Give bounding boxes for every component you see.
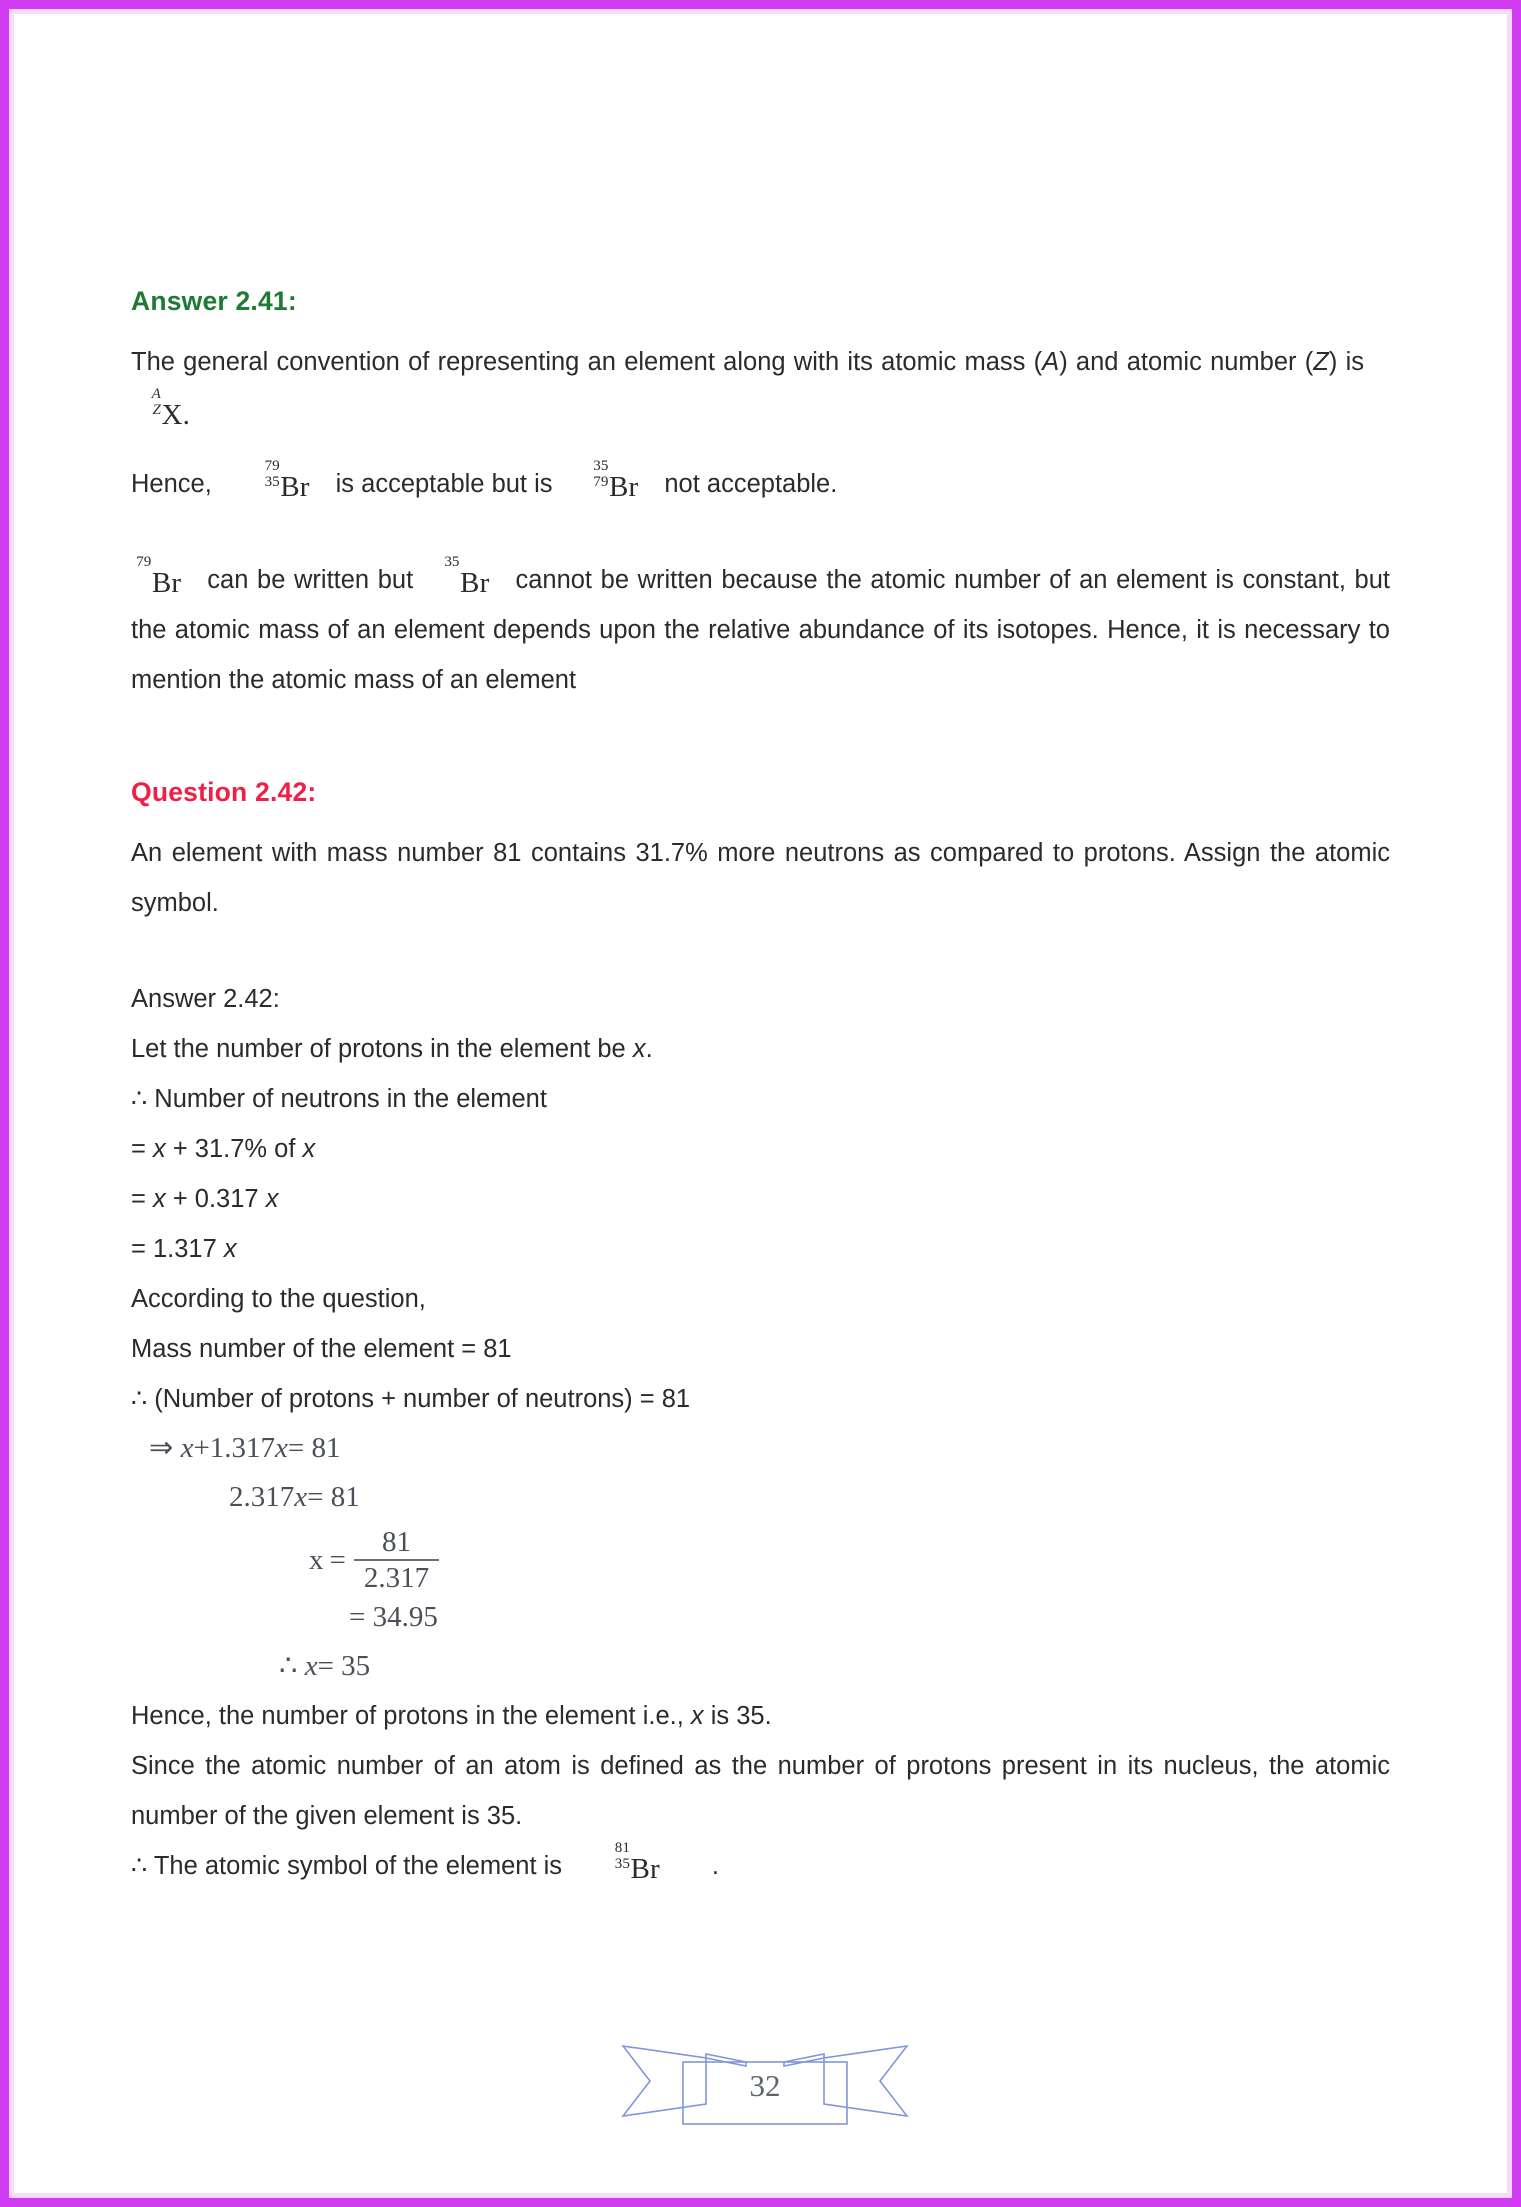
question-242-heading: Question 2.42:: [131, 777, 317, 807]
answer-242-since-paragraph: Since the atomic number of an atom is defined as the number of protons present in its nucleus, the atomic number of the given element is 35.: [131, 1752, 1390, 1830]
br81-mass: 81: [614, 1840, 630, 1857]
math-arrow: ⇒: [149, 1432, 174, 1464]
fraction-denominator: 2.317: [363, 1562, 430, 1594]
answer-242-mass-number-line: Mass number of the element = 81: [131, 1335, 512, 1363]
page-number-ribbon: [620, 2032, 910, 2132]
page-number: 32: [749, 2068, 781, 2103]
math-row2-eq: = 81: [307, 1481, 360, 1513]
answer-241-p1-text-c: ) is: [1328, 348, 1364, 376]
math-therefore: ∴: [279, 1650, 298, 1682]
br-wrong-symbol: Br: [608, 471, 639, 503]
answer-241-paragraph-1: [131, 337, 1390, 437]
hence242-var-x: x: [690, 1702, 704, 1730]
br-correct-atomic: 35: [264, 473, 280, 490]
answer-241-p1-var-A: A: [1042, 348, 1060, 376]
br79-symbol: Br: [151, 567, 182, 599]
let-text-a: Let the number of protons in the element be: [131, 1035, 633, 1063]
br-correct-symbol: Br: [280, 471, 310, 503]
br-wrong-mass: 35: [593, 458, 609, 475]
answer-241-hence-line: [131, 459, 1390, 509]
hence-middle-text: is acceptable but is: [335, 470, 553, 498]
br-wrong-atomic: 79: [593, 473, 609, 490]
eq3-text-a: = 1.317: [131, 1235, 224, 1263]
frac-equals: =: [329, 1544, 346, 1576]
eq1-text-a: =: [131, 1135, 153, 1163]
answer-241-p1-text-a: The general convention of representing an element along with its atomic mass (: [131, 348, 1043, 376]
math-row5-x: x: [304, 1650, 318, 1682]
answer-242-let-line: [131, 1024, 1390, 1074]
bromine-79-notation: [131, 554, 182, 599]
math-row2-x: x: [294, 1481, 308, 1513]
hence242-text-b: is 35.: [703, 1702, 772, 1730]
math-row1-x1: x: [180, 1432, 194, 1464]
let-text-b: .: [645, 1035, 653, 1063]
math-row-4: = 34.95: [349, 1601, 438, 1633]
math-row1-eq: = 81: [287, 1432, 341, 1464]
answer-242-eq-3: [131, 1224, 1390, 1274]
br79-mass: 79: [136, 554, 152, 571]
fraction: [354, 1528, 439, 1593]
generic-element-symbol: X: [161, 399, 183, 431]
answer-241-p2-text-b: cannot be written because the atomic number of an element is constant, but the atomic mass of an element depends upon the relative abundance of its isotopes. Hence, it is necessary to mention the atomic mass of an element: [131, 566, 1390, 694]
hence242-text-a: Hence, the number of protons in the element i.e.,: [131, 1702, 691, 1730]
answer-241-heading: Answer 2.41:: [131, 286, 297, 316]
math-row1-x2: x: [275, 1432, 288, 1464]
generic-element-notation: [131, 386, 190, 431]
eq1-var-x1: x: [152, 1135, 166, 1163]
math-row-1: [131, 1424, 1390, 1473]
bromine-35-notation: [439, 554, 490, 599]
eq2-text-b: + 0.317: [165, 1185, 266, 1213]
page-content: [131, 286, 1390, 1891]
answer-242-sum-line: ∴ (Number of protons + number of neutrons) = 81: [131, 1385, 691, 1413]
eq2-var-x2: x: [265, 1185, 279, 1213]
answer-242-symbol-line: [131, 1841, 1390, 1891]
eq2-var-x1: x: [152, 1185, 166, 1213]
br-correct-mass: 79: [264, 458, 280, 475]
question-242-text: An element with mass number 81 contains 31.7% more neutrons as compared to protons. Assign the atomic symbol.: [131, 839, 1390, 917]
generic-symbol-period: .: [182, 399, 190, 431]
eq1-var-x2: x: [302, 1135, 316, 1163]
br35-mass: 35: [444, 554, 460, 571]
generic-atomic-number: Z: [152, 401, 161, 418]
math-row1-plus: +1.317: [193, 1432, 276, 1464]
generic-mass-number: A: [151, 386, 161, 403]
hence-end-text: not acceptable.: [664, 470, 838, 498]
answer-242-eq-2: [131, 1174, 1390, 1224]
answer-241-paragraph-2: [131, 555, 1390, 705]
bromine-35-79-notation: [579, 458, 639, 503]
answer-242-neutrons-line: ∴ Number of neutrons in the element: [131, 1085, 547, 1113]
answer-241-p1-text-b: ) and atomic number (: [1059, 348, 1314, 376]
symbol-line-text-a: ∴ The atomic symbol of the element is: [131, 1852, 563, 1880]
math-row5-eq: = 35: [317, 1650, 371, 1682]
answer-242-heading: Answer 2.42:: [131, 985, 280, 1013]
math-derivation-block: [131, 1424, 1390, 1691]
math-row2-coef: 2.317: [229, 1481, 295, 1513]
symbol-line-period: .: [711, 1852, 719, 1880]
let-var-x: x: [632, 1035, 646, 1063]
eq1-text-b: + 31.7% of: [165, 1135, 303, 1163]
math-fraction-row: [131, 1528, 1390, 1593]
answer-242-eq-1: [131, 1124, 1390, 1174]
bromine-81-35-notation: [600, 1840, 660, 1885]
bromine-79-35-notation: [250, 458, 310, 503]
eq3-var-x1: x: [223, 1235, 237, 1263]
br81-symbol: Br: [630, 1853, 660, 1885]
answer-241-p2-text-a: can be written but: [207, 566, 414, 594]
math-row-2: [131, 1473, 1390, 1522]
br35-symbol: Br: [460, 567, 490, 599]
math-row-5: [131, 1642, 1390, 1691]
frac-lhs-x: x: [309, 1544, 324, 1576]
eq2-text-a: =: [131, 1185, 153, 1213]
answer-241-p1-var-Z: Z: [1313, 348, 1329, 376]
hence-label: Hence,: [131, 470, 212, 498]
br81-atomic: 35: [614, 1855, 630, 1872]
answer-242-according-line: According to the question,: [131, 1285, 426, 1313]
answer-242-hence-line: [131, 1691, 1390, 1741]
fraction-numerator: 81: [381, 1526, 411, 1558]
